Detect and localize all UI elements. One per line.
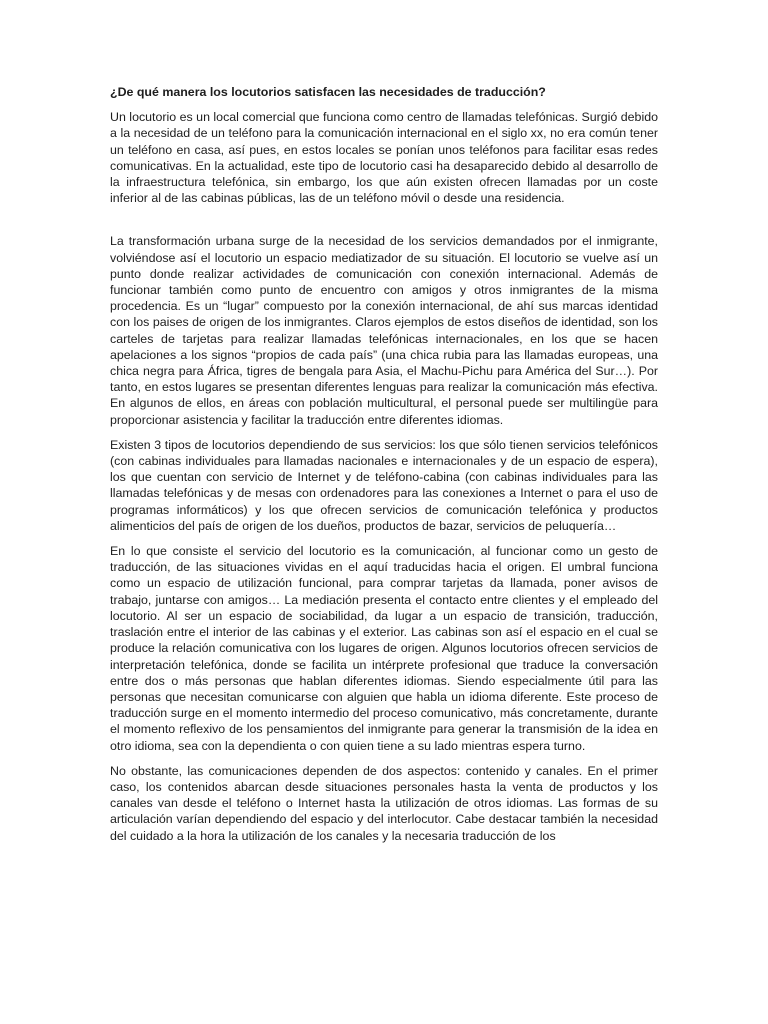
paragraph-locutorio-definition: Un locutorio es un local comercial que funciona como centro de llamadas telefónicas. Surgió debido a la necesidad de un teléfono para la comunicación internacional en el siglo xx, no era común tener un teléfono en casa, así pues, en estos locales se ponían unos teléfonos para facilitar esas redes comunicativas. En la actualidad, este tipo de locutorio casi ha desaparecido debido al desarrollo de la infraestructura telefónica, sin embargo, los que aún existen ofrecen llamadas por un coste inferior al de las cabinas públicas, las de un teléfono móvil o desde una residencia.: [110, 110, 658, 206]
paragraph-urban-transformation: La transformación urbana surge de la necesidad de los servicios demandados por el inmigrante, volviéndose así el locutorio un espacio mediatizador de su situación. El locutorio se vuelve así un punto donde realizar actividades de comunicación con conexión internacional. Además de funcionar también como punto de encuentro con amigos y otros inmigrantes de la misma procedencia. Es un “lugar” compuesto por la conexión internacional, de ahí sus marcas identidad con los paises de origen de los inmigrantes. Claros ejemplos de estos diseños de identidad, son los carteles de tarjetas para realizar llamadas telefónicas internacionales, en los que se hacen apelaciones a los signos “propios de cada país” (una chica rubia para las llamadas europeas, una chica negra para África, tigres de bengala para Asia, el Machu-Pichu para América del Sur…). Por tanto, en estos lugares se presentan diferentes lenguas para realizar la comunicación más efectiva. En algunos de ellos, en áreas con población multicultural, el personal puede ser multilingüe para proporcionar asistencia y facilitar la traducción entre diferentes idiomas.: [110, 234, 658, 427]
document-title: ¿De qué manera los locutorios satisfacen las necesidades de traducción?: [110, 85, 546, 99]
paragraph-content-and-channels: No obstante, las comunicaciones dependen de dos aspectos: contenido y canales. En el primer caso, los contenidos abarcan desde situaciones personales hasta la venta de productos y los canales van desde el teléfono o Internet hasta la utilización de otros idiomas. Las formas de su articulación varían dependiendo del espacio y del interlocutor. Cabe destacar también la necesidad del cuidado a la hora la utilización de los canales y la necesaria traducción de los: [110, 763, 658, 843]
paragraph-locutorio-types: Existen 3 tipos de locutorios dependiendo de sus servicios: los que sólo tienen servicios telefónicos (con cabinas individuales para llamadas nacionales e internacionales y de un espacio de espera), los que cuentan con servicio de Internet y de teléfono-cabina (con cabinas individuales para las llamadas telefónicas y de mesas con ordenadores para las conexiones a Internet o para el uso de programas informáticos) y los que ofrecen servicios de comunicación telefónica y productos alimenticios del país de origen de los dueños, productos de bazar, servicios de peluquería…: [110, 437, 658, 533]
paragraph-communication-service: En lo que consiste el servicio del locutorio es la comunicación, al funcionar como un gesto de traducción, de las situaciones vividas en el aquí traducidas hacia el origen. El umbral funciona como un espacio de utilización funcional, para comprar tarjetas da llamada, poner avisos de trabajo, juntarse con amigos… La mediación presenta el contacto entre clientes y el empleado del locutorio. Al ser un espacio de sociabilidad, da lugar a un espacio de transición, traducción, traslación entre el interior de las cabinas y el exterior. Las cabinas son así el espacio en el cual se produce la relación comunicativa con los lugares de origen. Algunos locutorios ofrecen servicios de interpretación telefónica, donde se facilita un intérprete profesional que traduce la conversación entre dos o más personas que hablan diferentes idiomas. Siendo especialmente útil para las personas que necesitan comunicarse con alguien que habla un idioma diferente. Este proceso de traducción surge en el momento intermedio del proceso comunicativo, más concretamente, durante el momento reflexivo de los pensamientos del inmigrante para generar la transmisión de la idea en otro idioma, sea con la dependienta o con quien tiene a su lado mientras espera turno.: [110, 544, 658, 753]
document-body: [110, 84, 658, 844]
